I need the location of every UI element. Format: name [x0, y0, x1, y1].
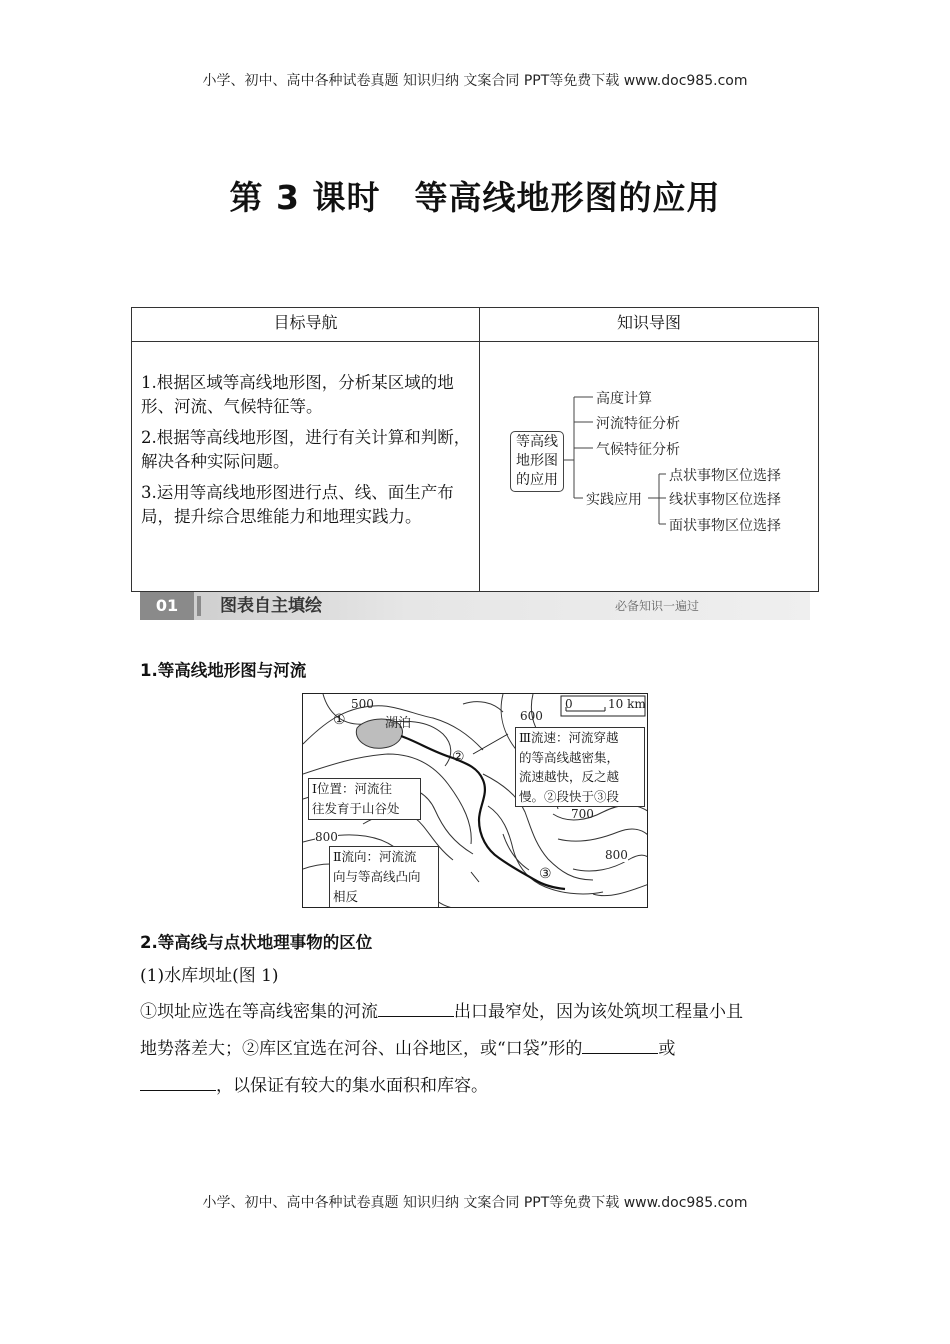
fill-blank[interactable]	[582, 1035, 658, 1054]
contour-line	[558, 829, 648, 841]
contour-line	[463, 702, 503, 712]
table-header-mindmap: 知识导图	[616, 313, 681, 332]
section-heading-1: 1.等高线地形图与河流	[140, 661, 307, 680]
mindmap-branch: 高度计算	[596, 391, 652, 407]
map-note-speed: Ⅲ流速：河流穿越 的等高线越密集， 流速越快，反之越 慢。②段快于③段	[515, 727, 645, 807]
contour-map-figure	[302, 693, 648, 908]
mindmap-leaf: 点状事物区位选择	[669, 468, 781, 484]
map-note-position: Ⅰ位置：河流往 往发育于山谷处	[308, 778, 421, 820]
page-header: 小学、初中、高中各种试卷真题 知识归纳 文案合同 PPT等免费下载 www.doc985.com	[202, 73, 748, 89]
banner-label: 图表自主填绘	[220, 596, 322, 616]
goal-item: 3.运用等高线地形图进行点、线、面生产布局，提升综合思维能力和地理实践力。	[141, 483, 454, 526]
goals-table	[131, 307, 819, 592]
scale-end: 10 km	[608, 697, 646, 711]
marker-1: ①	[333, 712, 346, 728]
body-paragraph: ①坝址应选在等高线密集的河流 出口最窄处，因为该处筑坝工程量小且 地势落差大；②库区宜选在河谷、山谷地区，或“口袋”形的 或 ，以保证有较大的集水面积和库容。	[140, 994, 812, 1105]
page-footer: 小学、初中、高中各种试卷真题 知识归纳 文案合同 PPT等免费下载 www.doc985.com	[202, 1195, 748, 1211]
goal-item: 2.根据等高线地形图，进行有关计算和判断，解决各种实际问题。	[141, 428, 471, 471]
scale-start: 0	[565, 697, 573, 711]
contour-label: 800	[315, 830, 338, 844]
section-heading-2: 2.等高线与点状地理事物的区位	[140, 933, 373, 952]
map-note-direction: Ⅱ流向：河流流 向与等高线凸向 相反	[329, 846, 439, 908]
mindmap-root: 等高线 地形图 的应用	[510, 431, 564, 492]
contour-label: 500	[351, 697, 374, 711]
contour-line	[553, 805, 648, 820]
contour-label: 600	[520, 709, 543, 723]
marker-3: ③	[539, 866, 552, 882]
table-header-goals: 目标导航	[273, 313, 338, 332]
fill-blank[interactable]	[140, 1072, 216, 1091]
banner-number: 01	[140, 592, 194, 620]
mindmap-connectors	[132, 308, 818, 591]
page-title	[0, 172, 950, 219]
mindmap-leaf: 面状事物区位选择	[669, 518, 781, 534]
contour-line	[593, 884, 648, 896]
mindmap-branch: 河流特征分析	[596, 416, 680, 432]
marker-2: ②	[452, 749, 465, 765]
contour-label: 700	[571, 807, 594, 821]
subsection-title: (1)水库坝址(图 1)	[140, 966, 279, 986]
goal-item: 1.根据区域等高线地形图，分析某区域的地形、河流、气候特征等。	[141, 373, 454, 416]
fill-blank[interactable]	[378, 998, 454, 1017]
lesson-topic: 等高线地形图的应用	[414, 178, 721, 217]
banner-subtitle: 必备知识一遍过	[615, 599, 700, 613]
section-banner	[140, 592, 810, 620]
mindmap-branch: 气候特征分析	[596, 442, 680, 458]
lake-label: 湖泊	[385, 716, 412, 731]
mindmap-leaf: 线状事物区位选择	[669, 492, 781, 508]
contour-label: 800	[605, 848, 628, 862]
lesson-number: 第 3 课时	[229, 178, 381, 217]
mindmap-practice: 实践应用	[586, 492, 642, 508]
